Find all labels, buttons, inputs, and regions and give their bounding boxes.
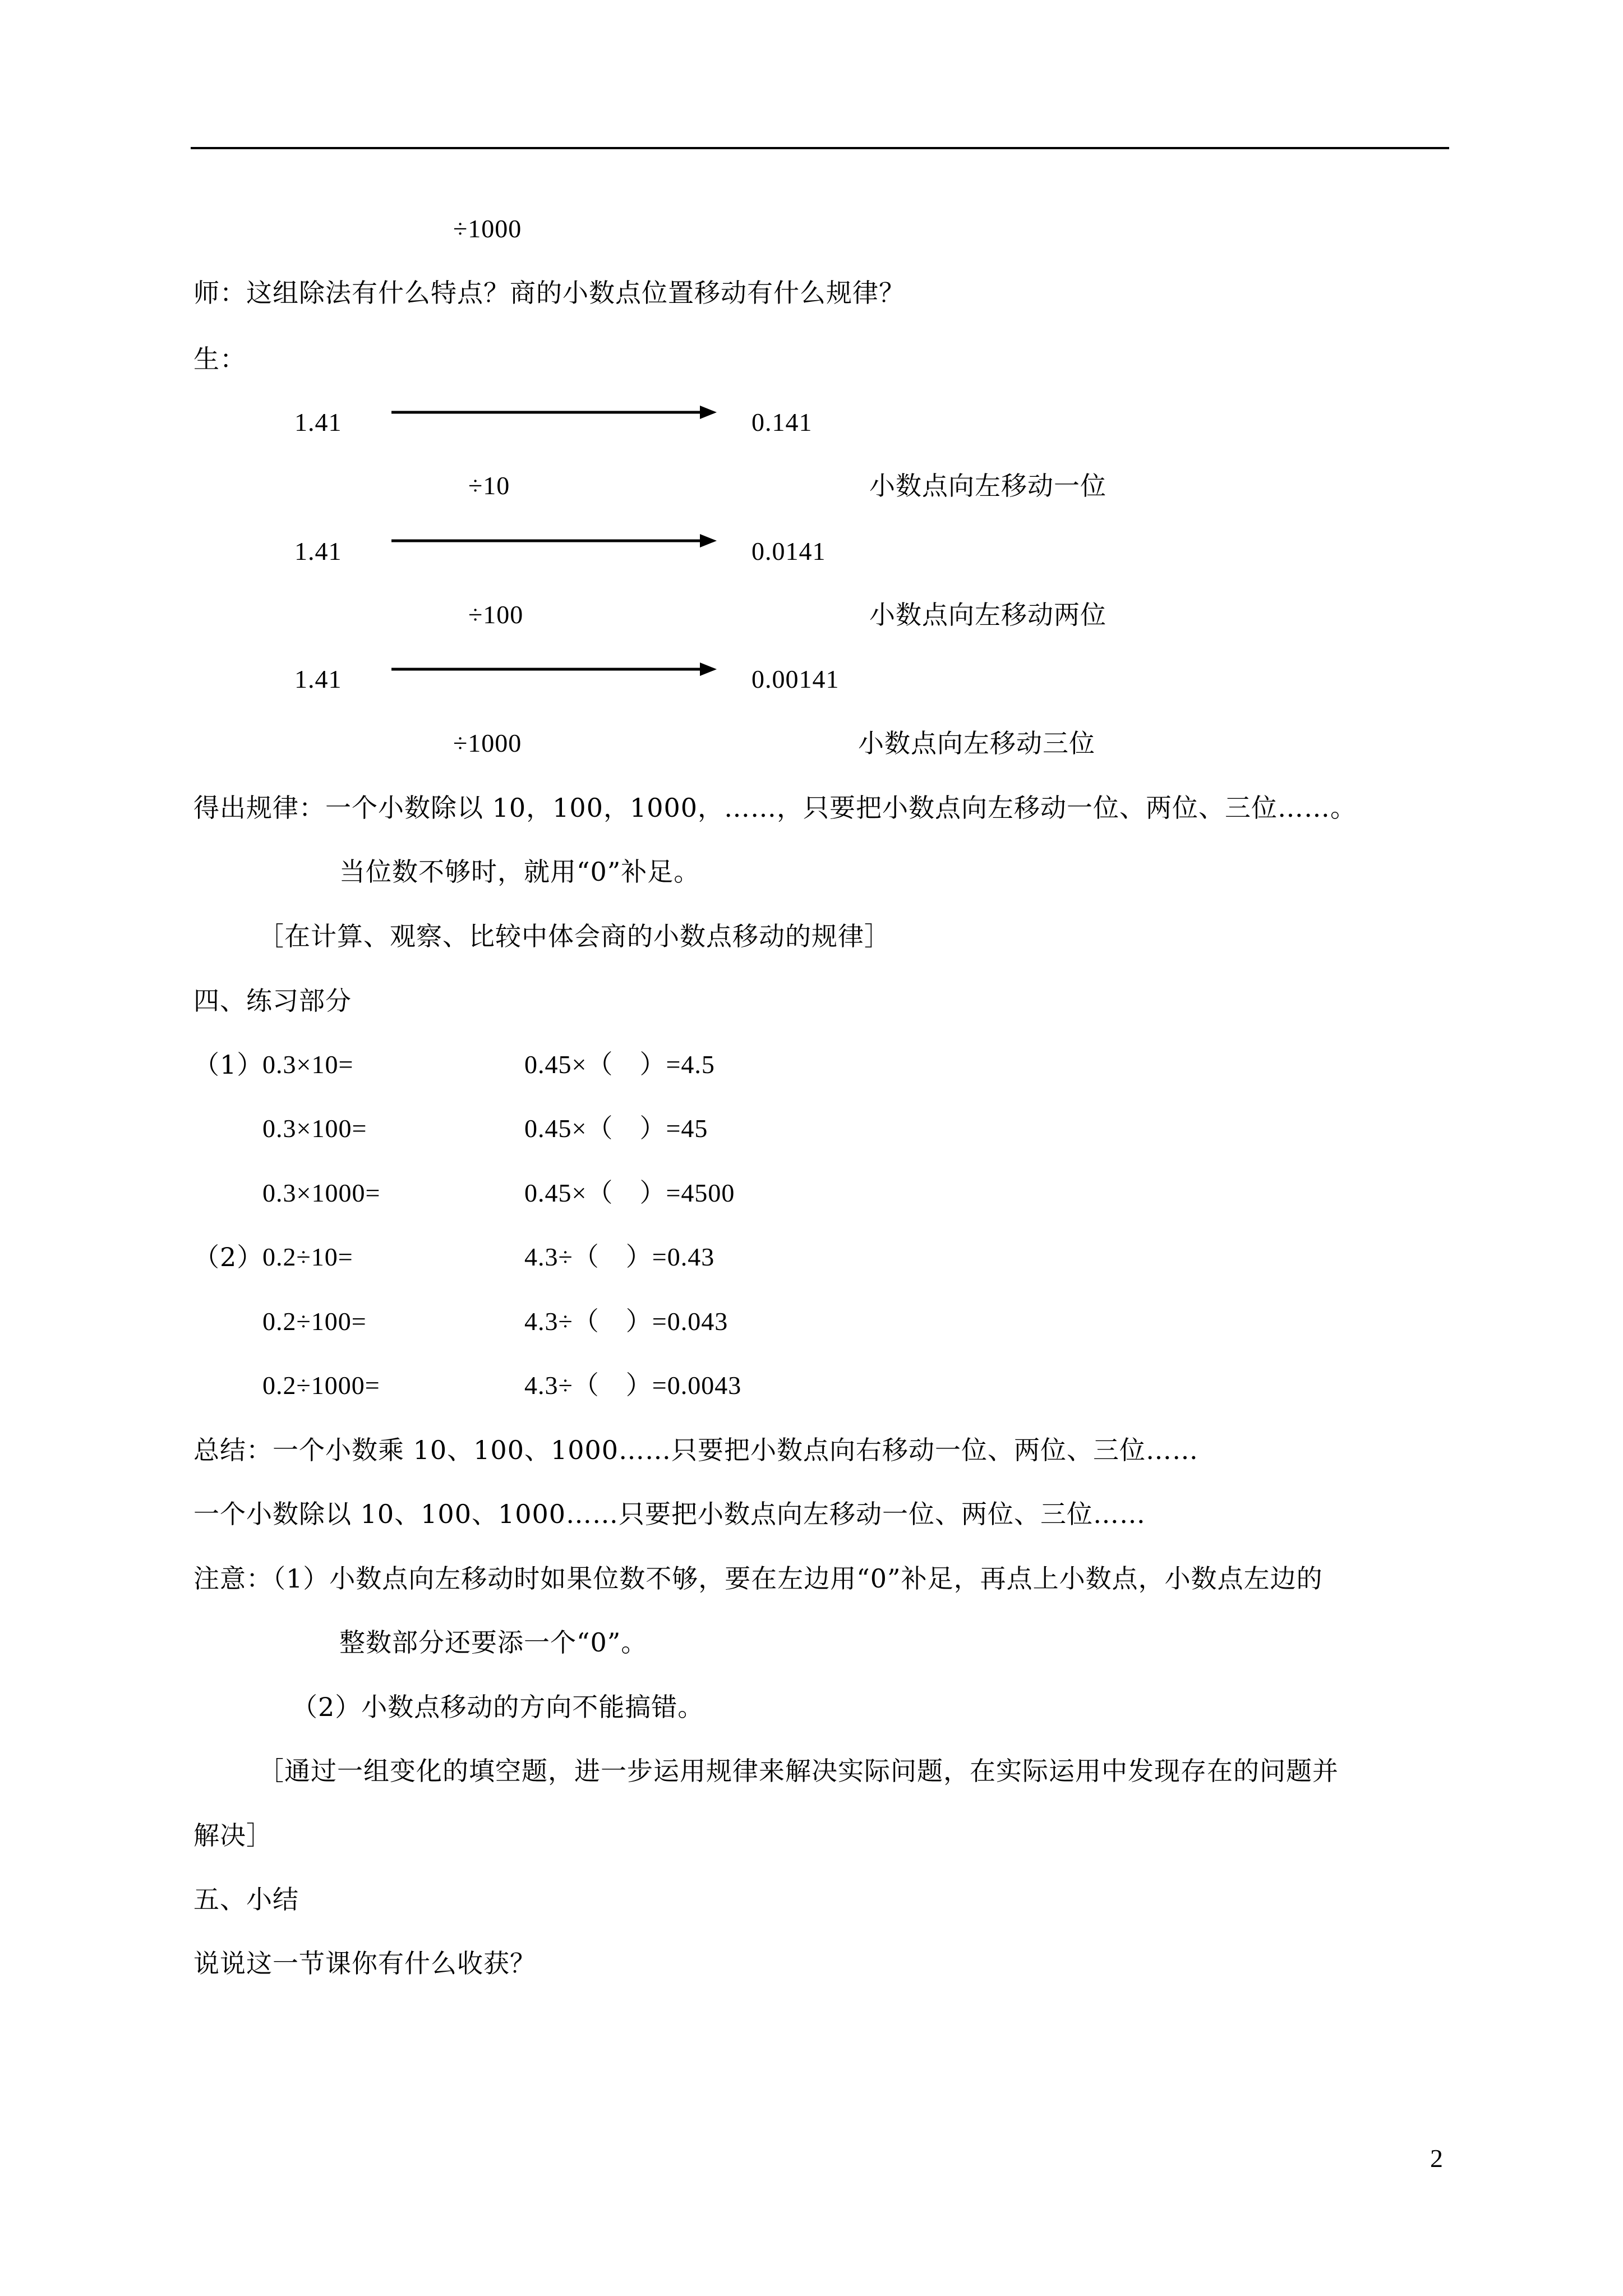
exercise-left: 0.2÷1000= [262,1371,380,1400]
page-number: 2 [1430,2144,1443,2173]
demo-note: 小数点向左移动两位 [869,600,1106,630]
exercise-right: 0.45×（ ）=4500 [524,1179,735,1207]
rule-statement-continued: 当位数不够时，就用“0”补足。 [339,857,700,887]
exercise-prefix: （2） [193,1242,264,1272]
demo-divisor: ÷1000 [453,729,522,757]
design-note: ［在计算、观察、比较中体会商的小数点移动的规律］ [258,921,891,951]
exercise-left: 0.2÷100= [262,1307,367,1336]
demo-note: 小数点向左移动一位 [869,471,1106,501]
exercise-left: 0.3×10= [262,1050,354,1079]
rule-statement: 得出规律：一个小数除以 10，100，1000，……，只要把小数点向左移动一位、两位、三位……。 [193,793,1357,823]
design-note-2-continued: 解决］ [193,1820,273,1851]
closing-question: 说说这一节课你有什么收获？ [193,1948,536,1978]
exercise-right: 4.3÷（ ）=0.0043 [524,1371,742,1400]
exercise-right: 0.45×（ ）=45 [524,1114,708,1143]
student-label: 生： [193,344,246,374]
demo-dividend: 1.41 [294,537,342,565]
exercise-left: 0.2÷10= [262,1243,353,1271]
notice-point-2: （2）小数点移动的方向不能搞错。 [292,1692,704,1722]
exercise-prefix: （1） [193,1050,264,1080]
exercise-right: 4.3÷（ ）=0.043 [524,1307,728,1336]
intro-divisor: ÷1000 [453,214,522,243]
summary-divide: 一个小数除以 10、100、1000……只要把小数点向左移动一位、两位、三位…… [193,1499,1146,1529]
header-rule [191,147,1449,149]
demo-divisor: ÷10 [468,471,510,500]
demo-dividend: 1.41 [294,408,342,436]
notice-point-1-continued: 整数部分还要添一个“0”。 [339,1627,648,1658]
teacher-question: 师：这组除法有什么特点？商的小数点位置移动有什么规律？ [193,278,905,308]
demo-dividend: 1.41 [294,665,342,693]
arrow-icon [391,661,717,678]
section-heading-practice: 四、练习部分 [193,986,352,1016]
exercise-left: 0.3×1000= [262,1179,381,1207]
design-note-2: ［通过一组变化的填空题，进一步运用规律来解决实际问题，在实际运用中发现存在的问题并 [258,1756,1339,1786]
exercise-right: 0.45×（ ）=4.5 [524,1050,715,1079]
demo-quotient: 0.0141 [751,537,826,565]
arrow-icon [391,532,717,549]
exercise-right: 4.3÷（ ）=0.43 [524,1243,715,1271]
demo-divisor: ÷100 [468,600,524,629]
section-heading-summary: 五、小结 [193,1884,299,1915]
exercise-left: 0.3×100= [262,1114,367,1143]
arrow-icon [391,404,717,421]
demo-quotient: 0.00141 [751,665,840,693]
demo-quotient: 0.141 [751,408,813,436]
notice-point-1: 注意：（1）小数点向左移动时如果位数不够，要在左边用“0”补足，再点上小数点，小数点左边的 [193,1563,1323,1594]
summary-multiply: 总结：一个小数乘 10、100、1000……只要把小数点向右移动一位、两位、三位…… [193,1435,1199,1465]
demo-note: 小数点向左移动三位 [858,728,1095,758]
